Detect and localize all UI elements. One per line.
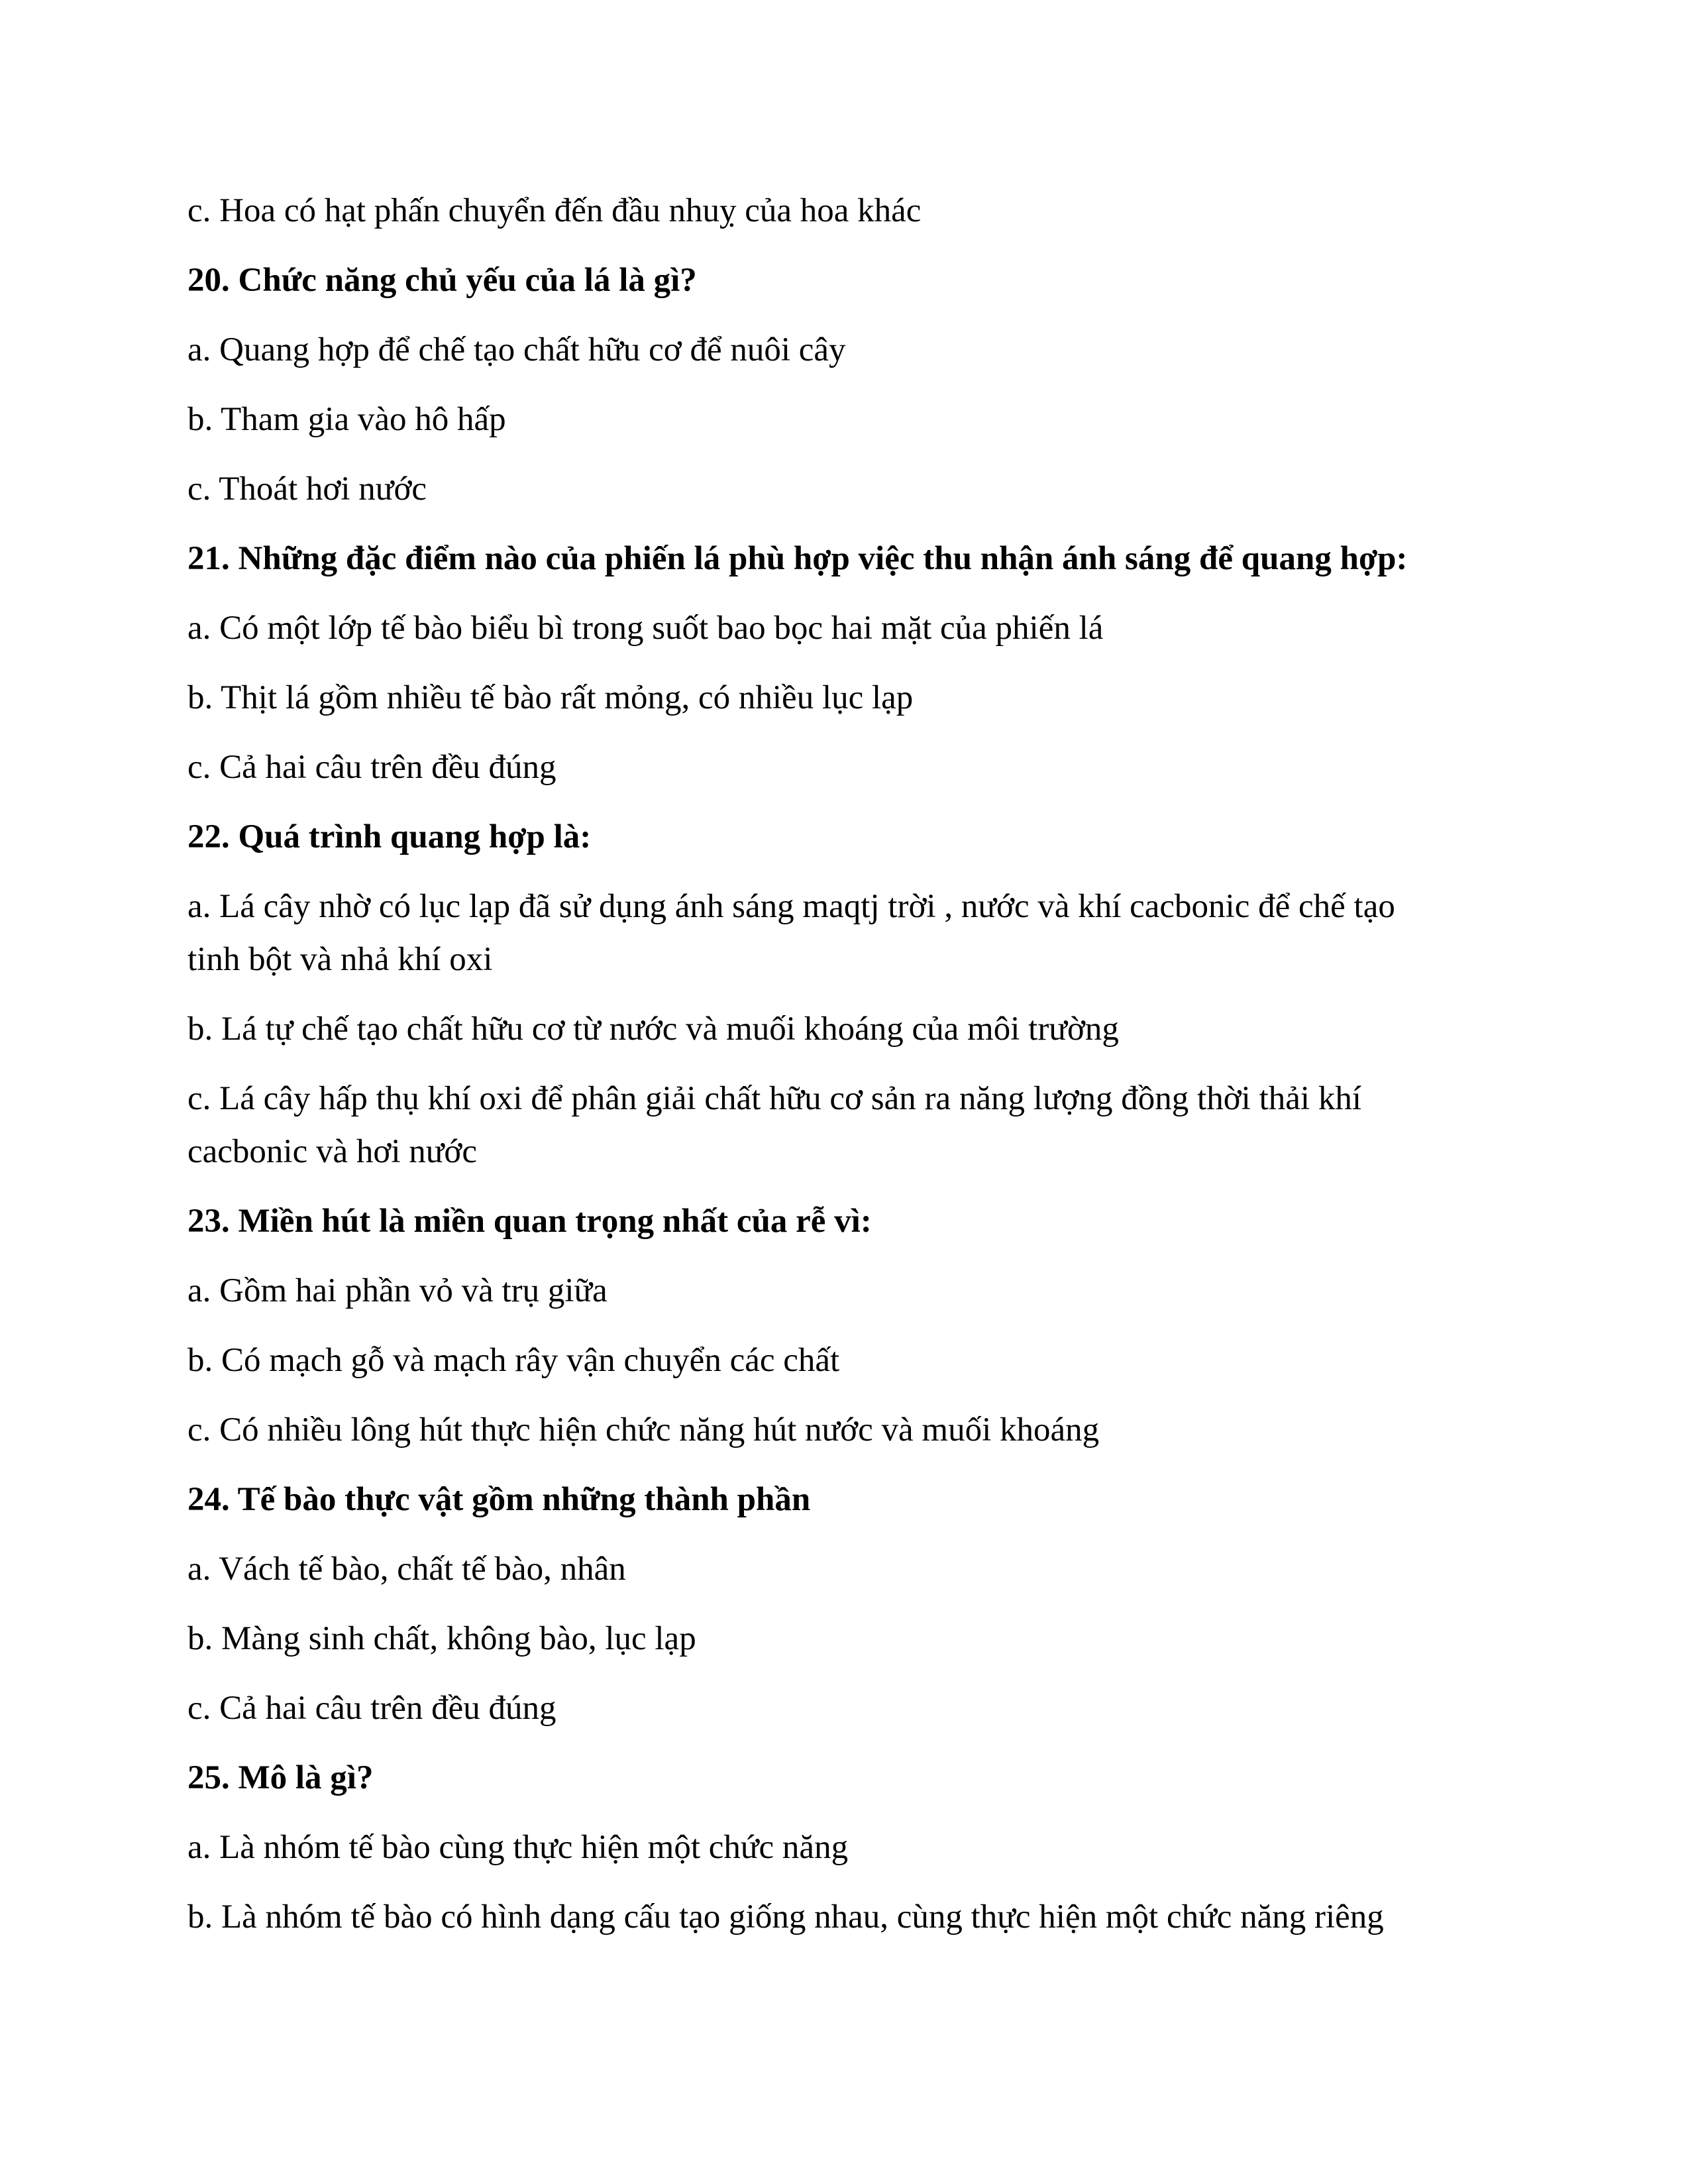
answer-23c: c. Có nhiều lông hút thực hiện chức năng hút nước và muối khoáng: [187, 1411, 1100, 1448]
question-22: 22. Quá trình quang hợp là:: [187, 818, 592, 855]
answer-23a: a. Gồm hai phần vỏ và trụ giữa: [187, 1272, 607, 1309]
question-21: 21. Những đặc điểm nào của phiến lá phù hợp việc thu nhận ánh sáng để quang hợp:: [187, 540, 1408, 577]
question-23: 23. Miền hút là miền quan trọng nhất của rễ vì:: [187, 1203, 872, 1240]
answer-20a: a. Quang hợp để chế tạo chất hữu cơ để nuôi cây: [187, 331, 846, 368]
answer-25b: b. Là nhóm tế bào có hình dạng cấu tạo giống nhau, cùng thực hiện một chức năng riêng: [187, 1898, 1384, 1936]
answer-20c: c. Thoát hơi nước: [187, 470, 427, 508]
answer-25a: a. Là nhóm tế bào cùng thực hiện một chức năng: [187, 1829, 849, 1866]
answer-20b: b. Tham gia vào hô hấp: [187, 401, 506, 438]
answer-22c-line2: cacbonic và hơi nước: [187, 1133, 477, 1170]
answer-24b: b. Màng sinh chất, không bào, lục lạp: [187, 1620, 696, 1657]
answer-21b: b. Thịt lá gồm nhiều tế bào rất mỏng, có nhiều lục lạp: [187, 679, 914, 716]
question-20: 20. Chức năng chủ yếu của lá là gì?: [187, 262, 697, 299]
answer-22a-line1: a. Lá cây nhờ có lục lạp đã sử dụng ánh sáng maqtj trời , nước và khí cacbonic để chế tạo: [187, 888, 1395, 925]
answer-22a-line2: tinh bột và nhả khí oxi: [187, 941, 493, 978]
answer-23b: b. Có mạch gỗ và mạch rây vận chuyển các chất: [187, 1342, 840, 1379]
answer-22b: b. Lá tự chế tạo chất hữu cơ từ nước và muối khoáng của môi trường: [187, 1010, 1119, 1048]
question-25: 25. Mô là gì?: [187, 1759, 374, 1796]
answer-24c: c. Cả hai câu trên đều đúng: [187, 1690, 556, 1727]
answer-19c: c. Hoa có hạt phấn chuyển đến đầu nhuỵ của hoa khác: [187, 192, 922, 229]
answer-21c: c. Cả hai câu trên đều đúng: [187, 749, 556, 786]
answer-21a: a. Có một lớp tế bào biểu bì trong suốt bao bọc hai mặt của phiến lá: [187, 610, 1104, 647]
question-24: 24. Tế bào thực vật gồm những thành phần: [187, 1481, 811, 1518]
answer-24a: a. Vách tế bào, chất tế bào, nhân: [187, 1551, 626, 1588]
answer-22c-line1: c. Lá cây hấp thụ khí oxi để phân giải chất hữu cơ sản ra năng lượng đồng thời thải khí: [187, 1080, 1362, 1117]
